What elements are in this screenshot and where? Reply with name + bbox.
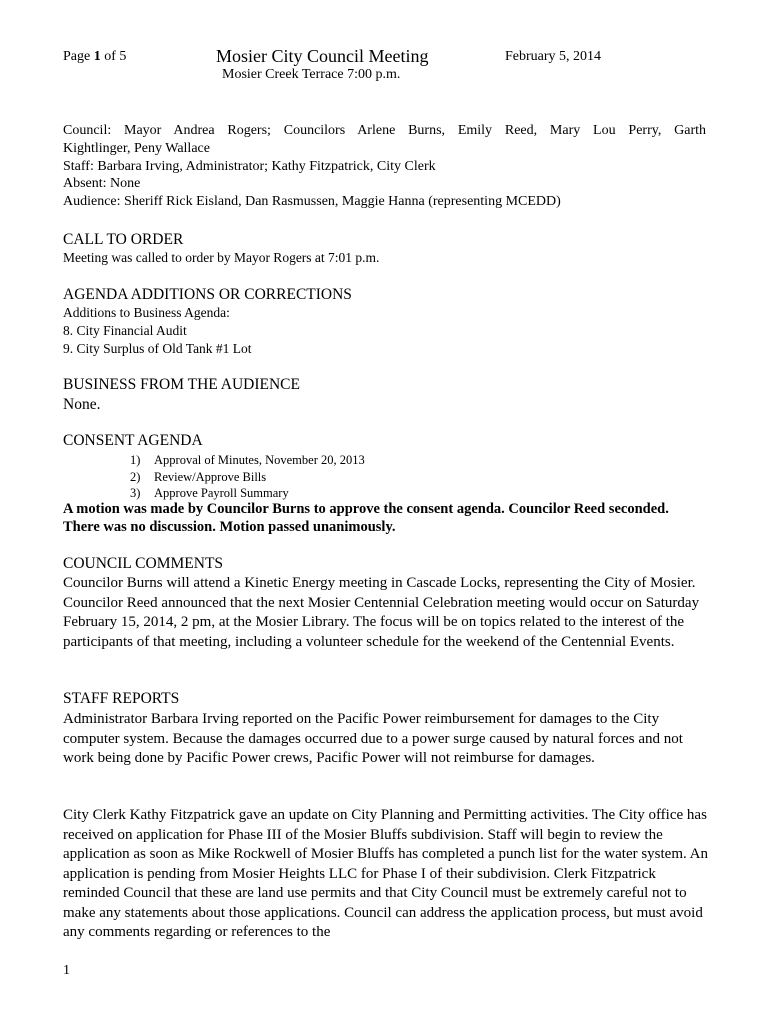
agenda-additions-line-2: 8. City Financial Audit [63,323,187,338]
agenda-additions-body [63,304,252,358]
list-item-number: 2) [130,469,141,484]
consent-agenda-list [130,452,365,502]
call-to-order-heading: CALL TO ORDER [63,231,184,248]
agenda-additions-line-1: Additions to Business Agenda: [63,305,230,320]
council-comments-heading: COUNCIL COMMENTS [63,555,224,572]
list-item-number: 3) [130,486,141,500]
audience-line: Audience: Sheriff Rick Eisland, Dan Rasmussen, Maggie Hanna (representing MCEDD) [63,194,561,210]
list-item-text: Approve Payroll Summary [154,486,289,500]
list-item-text: Review/Approve Bills [154,469,267,484]
staff-reports-heading: STAFF REPORTS [63,690,180,707]
meeting-date: February 5, 2014 [505,49,602,64]
list-item [130,452,365,469]
business-audience-heading: BUSINESS FROM THE AUDIENCE [63,376,300,393]
footer-page-number: 1 [63,963,70,978]
page-total: of 5 [104,49,127,64]
staff-reports-paragraph-1: Administrator Barbara Irving reported on the Pacific Power reimbursement for damages to the City computer system. Because the damages occurred due to a power surge caused by natural forces and not work being done by Pacific Power crews, Pacific Power will not reimburse for damages. [63,711,683,766]
attendance-block [63,122,706,211]
business-audience-text: None. [63,396,101,413]
council-line-1: Council: Mayor Andrea Rogers; Councilors Arlene Burns, Emily Reed, Mary Lou Perry, Garth [63,123,706,138]
document-subtitle: Mosier Creek Terrace 7:00 p.m. [222,67,401,82]
staff-line: Staff: Barbara Irving, Administrator; Kathy Fitzpatrick, City Clerk [63,158,436,174]
staff-reports-paragraph-2: City Clerk Kathy Fitzpatrick gave an update on City Planning and Permitting activities. The City office has received on application for Phase III of the Mosier Bluffs subdivision. Staff will begin to review the application as soon as Mike Rockwell of Mosier Bluffs has completed a punch list for the water system. An application is pending from Mosier Heights LLC for Phase I of their subdivision. Clerk Fitzpatrick reminded Council that these are land use permits and that City Council must be extremely careful not to make any statements about those applications. Council can address the application process, but must avoid any comments regarding or references to the [63,807,709,940]
council-comments-text: Councilor Burns will attend a Kinetic Energy meeting in Cascade Locks, representing the City of Mosier. Councilor Reed announced that the next Mosier Centennial Celebration meeting would occur on Saturday February 15, 2014, 2 pm, at the Mosier Library. The focus will be on topics related to the interest of the participants of that meeting, including a volunteer schedule for the weekend of the Centennial Events. [63,575,700,650]
consent-agenda-heading: CONSENT AGENDA [63,432,203,449]
absent-line: Absent: None [63,176,141,192]
agenda-additions-line-3: 9. City Surplus of Old Tank #1 Lot [63,341,252,356]
consent-motion-text: A motion was made by Councilor Burns to approve the consent agenda. Councilor Reed seconded. There was no discussion. Motion passed unanimously. [63,501,669,535]
call-to-order-text: Meeting was called to order by Mayor Rogers at 7:01 p.m. [63,250,380,265]
list-item-text: Approval of Minutes, November 20, 2013 [154,453,365,467]
council-line-2: Kightlinger, Peny Wallace [63,140,210,156]
page-indicator [63,49,126,65]
agenda-additions-heading: AGENDA ADDITIONS OR CORRECTIONS [63,286,352,303]
list-item [130,485,365,502]
document-title: Mosier City Council Meeting [216,46,429,66]
page-prefix: Page [63,49,91,64]
list-item [130,469,365,486]
list-item-number: 1) [130,453,141,467]
page-current: 1 [93,49,101,64]
